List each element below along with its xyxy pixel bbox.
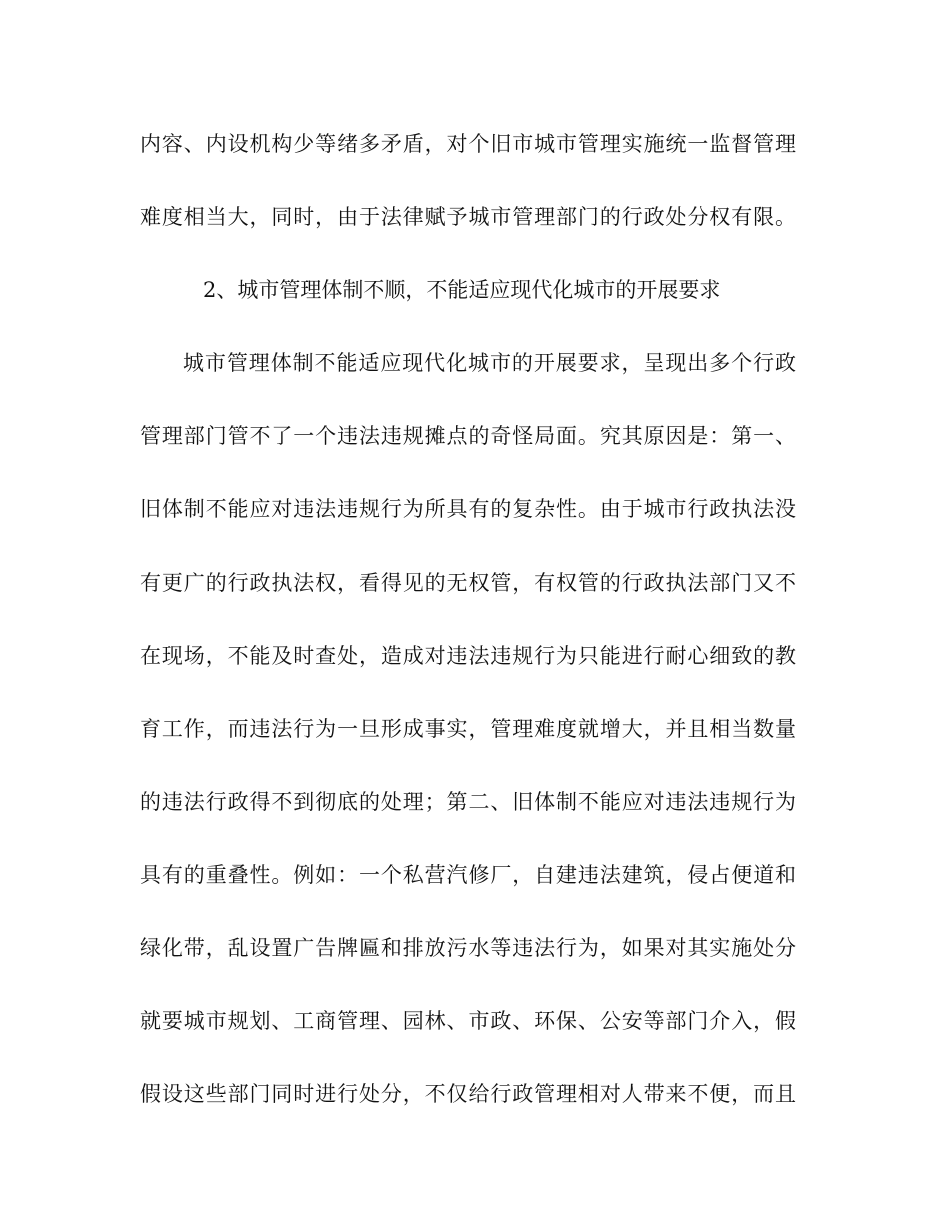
section-heading: 2、城市管理体制不顺，不能适应现代化城市的开展要求 bbox=[203, 278, 721, 303]
document-body bbox=[140, 112, 796, 1135]
paragraph-line: 育工作，而违法行为一旦形成事实，管理难度就增大，并且相当数量 bbox=[140, 716, 796, 741]
paragraph-line: 旧体制不能应对违法违规行为所具有的复杂性。由于城市行政执法没 bbox=[140, 497, 796, 522]
paragraph-first-line: 城市管理体制不能适应现代化城市的开展要求，呈现出多个行政 bbox=[183, 351, 796, 376]
paragraph-line: 有更广的行政执法权，看得见的无权管，有权管的行政执法部门又不 bbox=[140, 570, 796, 595]
paragraph-line: 内容、内设机构少等绪多矛盾，对个旧市城市管理实施统一监督管理 bbox=[140, 132, 796, 156]
paragraph-line: 绿化带，乱设置广告牌匾和排放污水等违法行为，如果对其实施处分 bbox=[140, 936, 796, 961]
paragraph-line: 在现场，不能及时查处，造成对违法违规行为只能进行耐心细致的教 bbox=[140, 643, 796, 668]
paragraph-line: 的违法行政得不到彻底的处理；第二、旧体制不能应对违法违规行为 bbox=[140, 789, 796, 814]
paragraph-line: 就要城市规划、工商管理、园林、市政、环保、公安等部门介入，假 bbox=[140, 1009, 796, 1034]
paragraph-line: 管理部门管不了一个违法违规摊点的奇怪局面。究其原因是：第一、 bbox=[140, 424, 796, 449]
paragraph-line: 具有的重叠性。例如：一个私营汽修厂，自建违法建筑，侵占便道和 bbox=[140, 862, 796, 887]
paragraph-line: 假设这些部门同时进行处分，不仅给行政管理相对人带来不便，而且 bbox=[140, 1082, 796, 1107]
paragraph-line: 难度相当大，同时，由于法律赋予城市管理部门的行政处分权有限。 bbox=[140, 205, 796, 230]
